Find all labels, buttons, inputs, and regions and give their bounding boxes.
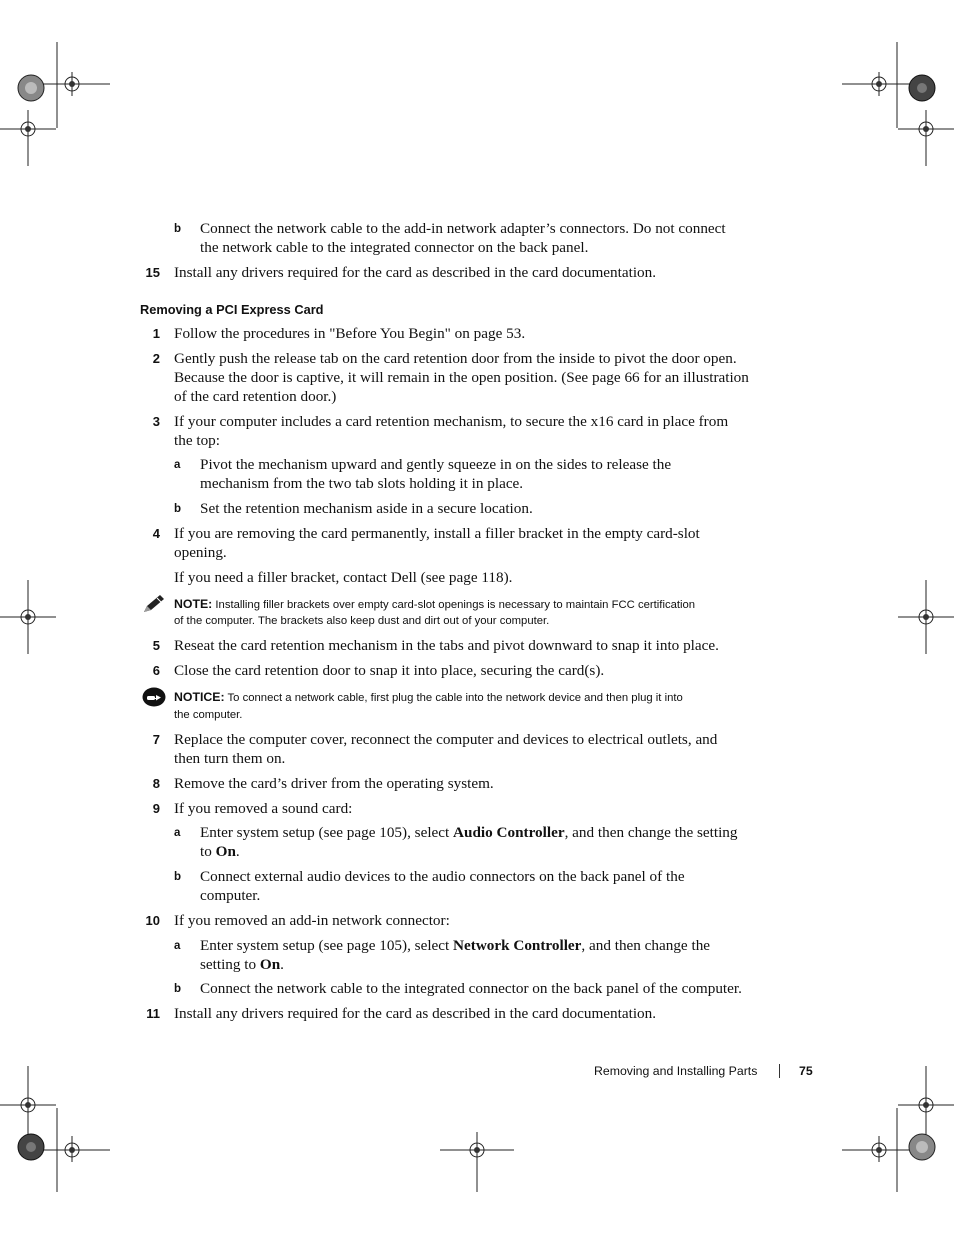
step-9-text: If you removed a sound card: bbox=[174, 800, 353, 817]
on-term: On bbox=[215, 843, 236, 860]
note-text-line1: Installing filler brackets over empty card-slot openings is necessary to maintain FCC certification bbox=[215, 599, 696, 611]
step-2-line3: of the card retention door.) bbox=[174, 388, 337, 405]
step-3b-text: Set the retention mechanism aside in a secure location. bbox=[200, 500, 533, 517]
step-10a-line2 bbox=[200, 955, 284, 974]
step-8-marker: 8 bbox=[152, 776, 160, 791]
step-1-marker: 1 bbox=[152, 326, 160, 341]
step-3-line1: If your computer includes a card retention mechanism, to secure the x16 card in place from bbox=[174, 413, 729, 430]
step-4-line1: If you are removing the card permanently, install a filler bracket in the empty card-slot bbox=[174, 525, 700, 542]
note-line2: of the computer. The brackets also keep dust and dirt out of your computer. bbox=[174, 615, 550, 627]
note-line1 bbox=[174, 596, 695, 614]
step-7-line2: then turn them on. bbox=[174, 750, 286, 767]
note-pencil-icon bbox=[142, 594, 166, 614]
step-15-text: Install any drivers required for the card as described in the card documentation. bbox=[174, 264, 657, 281]
step-10a-pre: Enter system setup (see page 105), select bbox=[200, 937, 454, 954]
step-6-text: Close the card retention door to snap it into place, securing the card(s). bbox=[174, 662, 605, 679]
step-2-line2: Because the door is captive, it will remain in the open position. (See page 66 for an illustration bbox=[174, 369, 749, 386]
network-controller-term: Network Controller bbox=[453, 937, 582, 954]
notice-text-line1: To connect a network cable, first plug the cable into the network device and then plug it into bbox=[227, 692, 683, 704]
step-11-marker: 11 bbox=[146, 1006, 160, 1021]
step-10b-text: Connect the network cable to the integrated connector on the back panel of the computer. bbox=[200, 980, 742, 997]
step-7-marker: 7 bbox=[152, 732, 160, 747]
step-9a-line2-post: . bbox=[235, 843, 240, 860]
step-4-extra: If you need a filler bracket, contact Dell (see page 118). bbox=[174, 569, 513, 586]
step-5-text: Reseat the card retention mechanism in the tabs and pivot downward to snap it into place. bbox=[174, 637, 719, 654]
footer-separator bbox=[779, 1064, 780, 1078]
step-7-line1: Replace the computer cover, reconnect the computer and devices to electrical outlets, and bbox=[174, 731, 718, 748]
step-9b-marker: b bbox=[174, 871, 182, 883]
step-3b-marker: b bbox=[174, 503, 182, 515]
step-15-marker: 15 bbox=[145, 265, 160, 280]
step-5-marker: 5 bbox=[152, 638, 160, 653]
step-3-line2: the top: bbox=[174, 432, 220, 449]
step-4-line2: opening. bbox=[174, 544, 227, 561]
step-9a-marker: a bbox=[174, 827, 181, 839]
step-4-marker: 4 bbox=[152, 526, 160, 541]
notice-line1 bbox=[174, 689, 683, 707]
step-14b-line2: the network cable to the integrated connector on the back panel. bbox=[200, 239, 589, 256]
step-2-line1: Gently push the release tab on the card retention door from the inside to pivot the door open. bbox=[174, 350, 737, 367]
step-9b-line2: computer. bbox=[200, 887, 261, 904]
step-9a-line1 bbox=[200, 823, 738, 842]
step-10-text: If you removed an add-in network connector: bbox=[174, 912, 450, 929]
footer-section-title: Removing and Installing Parts bbox=[594, 1064, 758, 1078]
step-3a-line1: Pivot the mechanism upward and gently squeeze in on the sides to release the bbox=[200, 456, 672, 473]
step-2-marker: 2 bbox=[152, 351, 160, 366]
notice-line2: the computer. bbox=[174, 709, 243, 721]
step-9b-line1: Connect external audio devices to the audio connectors on the back panel of the bbox=[200, 868, 685, 885]
step-14b-line1: Connect the network cable to the add-in network adapter’s connectors. Do not connect bbox=[200, 220, 726, 237]
step-10a-line2-pre: setting to bbox=[200, 956, 260, 973]
step-10a-marker: a bbox=[174, 940, 181, 952]
step-6-marker: 6 bbox=[152, 663, 160, 678]
on-term-2: On bbox=[259, 956, 281, 973]
step-10b-marker: b bbox=[174, 983, 182, 995]
notice-label: NOTICE: bbox=[174, 690, 225, 704]
step-8-text: Remove the card’s driver from the operating system. bbox=[174, 775, 494, 792]
step-9a-pre: Enter system setup (see page 105), select bbox=[200, 824, 454, 841]
step-14b-marker: b bbox=[174, 223, 182, 235]
audio-controller-term: Audio Controller bbox=[453, 824, 565, 841]
notice-hand-icon bbox=[142, 687, 166, 707]
step-3a-line2: mechanism from the two tab slots holding it in place. bbox=[200, 475, 524, 492]
step-3-marker: 3 bbox=[152, 414, 160, 429]
step-10a-line1 bbox=[200, 936, 710, 955]
step-10-marker: 10 bbox=[145, 913, 160, 928]
step-9-marker: 9 bbox=[152, 801, 160, 816]
step-10a-mid: , and then change the bbox=[581, 937, 711, 954]
step-10a-line2-post: . bbox=[280, 956, 284, 973]
step-9a-line2 bbox=[200, 842, 240, 861]
step-11-text: Install any drivers required for the card as described in the card documentation. bbox=[174, 1005, 657, 1022]
step-3a-marker: a bbox=[174, 459, 181, 471]
step-1-text: Follow the procedures in "Before You Begin" on page 53. bbox=[174, 325, 526, 342]
note-label: NOTE: bbox=[174, 597, 213, 611]
step-9a-mid: , and then change the setting bbox=[564, 824, 738, 841]
section-heading: Removing a PCI Express Card bbox=[140, 302, 324, 317]
step-9a-line2-pre: to bbox=[200, 843, 216, 860]
page-number: 75 bbox=[799, 1064, 813, 1078]
